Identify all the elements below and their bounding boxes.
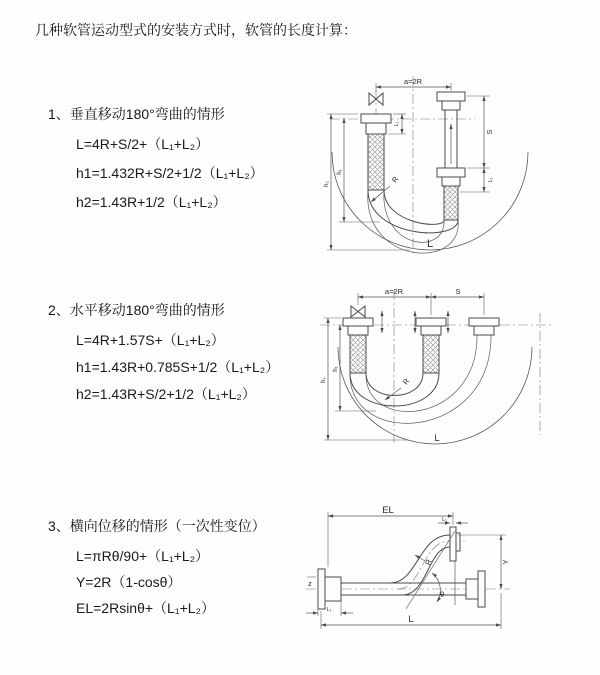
formula-line: EL=2Rsinθ+（L₁+L₂） — [76, 600, 215, 616]
formula-line: Y=2R（1-cosθ） — [76, 574, 182, 590]
section-2-heading: 2、水平移动180°弯曲的情形 — [48, 302, 225, 318]
formula-line: h2=1.43R+1/2（L₁+L₂） — [76, 194, 227, 210]
left-hose-assembly — [361, 114, 391, 190]
length-label: L — [426, 238, 434, 250]
diagram-lateral-displacement — [298, 505, 600, 650]
radius-label: R — [423, 558, 434, 567]
left-hose-assembly — [343, 318, 373, 373]
dim-l1-left-label: L₁ — [394, 121, 400, 127]
formula-line: h2=1.43R+S/2+1/2（L₁+L₂） — [76, 386, 256, 402]
page-title: 几种软管运动型式的安装方式时，软管的长度计算： — [35, 22, 357, 38]
dim-a-2r-and-s — [358, 287, 484, 315]
dim-y-label: Y — [501, 559, 510, 565]
dim-h1-label: h₁ — [337, 169, 343, 175]
centerline-break-mark — [307, 577, 316, 588]
right-hose-assembly — [469, 318, 499, 335]
dim-l1-top-label: L₁ — [442, 517, 447, 523]
dim-l1-bottom-label: L₁ — [326, 607, 332, 613]
middle-hose-assembly — [416, 318, 446, 373]
valve-icon — [351, 306, 365, 317]
right-flange — [466, 571, 485, 607]
length-label: L — [434, 433, 440, 444]
dim-s-label: S — [455, 287, 461, 296]
dim-l1-right-label: L₁ — [488, 177, 494, 183]
diagram-vertical-180-bend — [310, 72, 600, 257]
left-flange — [318, 569, 341, 609]
formula-line: L=πRθ/90+（L₁+L₂） — [76, 548, 210, 564]
dim-a-label: a=2R — [384, 287, 404, 296]
section-3-heading: 3、横向位移的情形（一次性变位） — [48, 518, 266, 534]
dim-a-label: a=2R — [403, 77, 423, 86]
section-1-heading: 1、垂直移动180°弯曲的情形 — [48, 106, 225, 122]
dim-s-label: S — [485, 129, 494, 135]
right-pipe-assembly — [437, 92, 465, 220]
dim-h1-label: h₁ — [333, 366, 339, 372]
dim-el-label: EL — [382, 505, 394, 516]
formula-line: h1=1.43R+0.785S+1/2（L₁+L₂） — [76, 359, 280, 375]
dim-l1-bottom — [306, 601, 353, 616]
formula-line: L=4R+S/2+（L₁+L₂） — [76, 136, 210, 152]
formula-line: h1=1.432R+S/2+1/2（L₁+L₂） — [76, 165, 264, 181]
dim-l-label: L — [408, 614, 414, 625]
radius-label: R — [389, 174, 401, 185]
theta-label: θ — [440, 590, 445, 599]
dim-s-right — [460, 96, 494, 192]
dim-h2-label: h₂ — [324, 181, 330, 187]
dim-h2-label: h₂ — [321, 377, 327, 383]
dim-a-2r — [376, 77, 451, 92]
diagram-horizontal-180-bend — [308, 285, 600, 447]
formula-line: L=4R+1.57S+（L₁+L₂） — [76, 332, 225, 348]
radius-callout — [385, 376, 412, 400]
z-mark-label: z — [308, 579, 312, 588]
radius-label: R — [400, 376, 412, 387]
